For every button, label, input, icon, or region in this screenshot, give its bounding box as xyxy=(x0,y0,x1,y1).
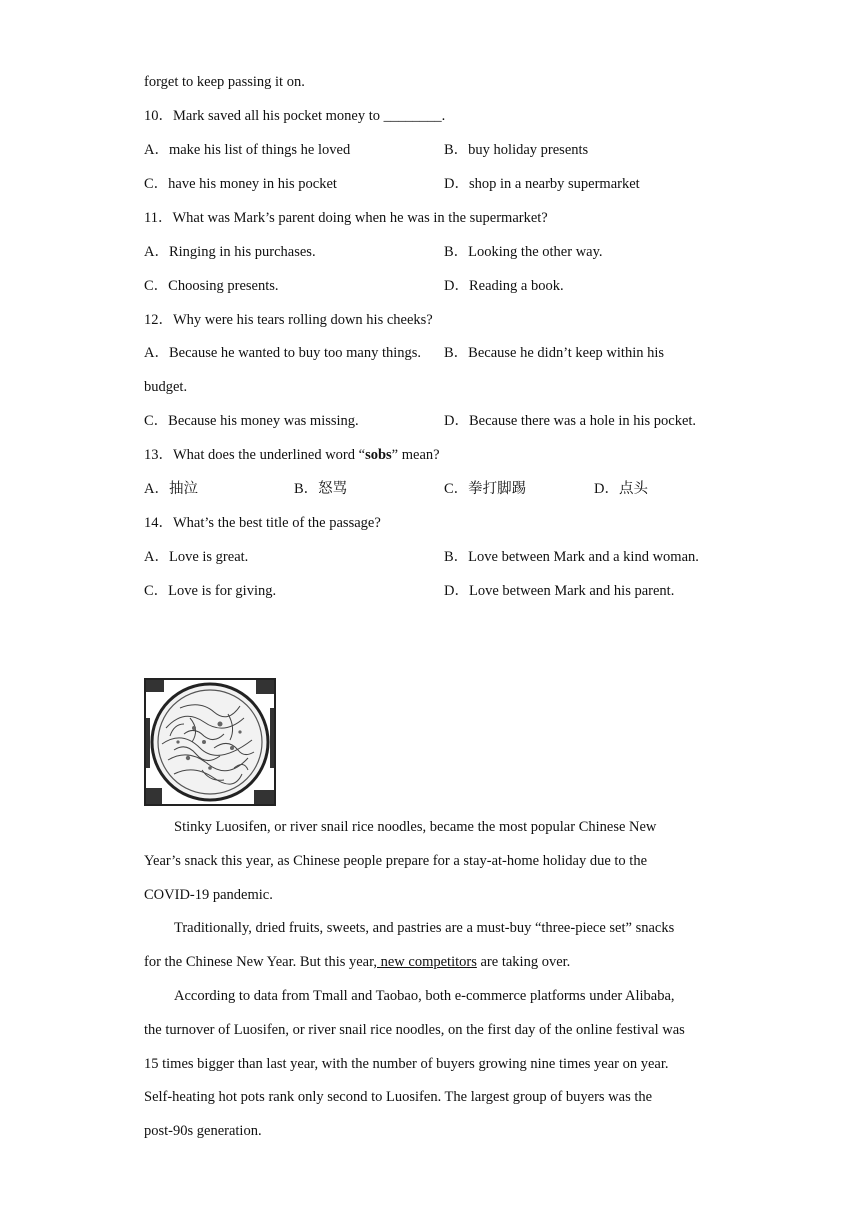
question-13-keyword: sobs xyxy=(365,447,392,463)
passage-p3-line2: the turnover of Luosifen, or river snail rice noodles, on the first day of the online festival was xyxy=(144,1022,685,1038)
question-10-option-b: B．buy holiday presents xyxy=(444,142,589,158)
question-13-option-b: B．怒骂 xyxy=(294,481,348,497)
passage-p2-line2-post: are taking over. xyxy=(476,954,571,970)
question-14-option-c: C．Love is for giving. xyxy=(144,583,277,599)
question-10-stem: 10．Mark saved all his pocket money to ________. xyxy=(144,108,446,124)
question-14-option-a: A．Love is great. xyxy=(144,549,249,565)
question-12-option-b: B．Because he didn’t keep within his xyxy=(444,345,665,361)
underlined-phrase: new competitors xyxy=(377,954,477,970)
question-10-option-c: C．have his money in his pocket xyxy=(144,176,337,192)
passage-p3-line3: 15 times bigger than last year, with the number of buyers growing nine times year on year. xyxy=(144,1056,669,1072)
passage-p1-line1: Stinky Luosifen, or river snail rice noodles, became the most popular Chinese New xyxy=(174,819,657,835)
question-11-option-b: B．Looking the other way. xyxy=(444,244,603,260)
passage-p2-line2 xyxy=(144,952,570,972)
question-10-option-d: D．shop in a nearby supermarket xyxy=(444,176,640,192)
question-13-option-d: D．点头 xyxy=(594,481,648,497)
question-12-option-d: D．Because there was a hole in his pocket. xyxy=(444,413,697,429)
question-14-stem: 14．What’s the best title of the passage? xyxy=(144,515,381,531)
question-13-stem-post: ” mean? xyxy=(391,447,440,463)
question-14-option-b: B．Love between Mark and a kind woman. xyxy=(444,549,699,565)
passage-p1-line2: Year’s snack this year, as Chinese people prepare for a stay-at-home holiday due to the xyxy=(144,853,648,869)
passage-p3-line4: Self-heating hot pots rank only second to Luosifen. The largest group of buyers was the xyxy=(144,1089,653,1105)
question-13-stem-pre: 13．What does the underlined word “ xyxy=(144,447,366,463)
question-14-option-d: D．Love between Mark and his parent. xyxy=(444,583,675,599)
question-13-option-c: C．拳打脚踢 xyxy=(444,481,527,497)
question-13-stem xyxy=(144,445,440,465)
question-12-option-c: C．Because his money was missing. xyxy=(144,413,359,429)
passage-p1-line3: COVID-19 pandemic. xyxy=(144,887,273,903)
question-11-option-a: A．Ringing in his purchases. xyxy=(144,244,316,260)
question-13-option-a: A．抽泣 xyxy=(144,481,198,497)
intro-tail: forget to keep passing it on. xyxy=(144,74,305,90)
question-11-option-c: C．Choosing presents. xyxy=(144,278,279,294)
noodle-bowl-photo-icon xyxy=(144,678,276,806)
question-12-option-b-continued: budget. xyxy=(144,379,188,395)
question-11-option-d: D．Reading a book. xyxy=(444,278,564,294)
passage-p2-line1: Traditionally, dried fruits, sweets, and pastries are a must-buy “three-piece set” snacks xyxy=(174,920,675,936)
question-12-option-a: A．Because he wanted to buy too many things. xyxy=(144,345,422,361)
question-11-stem: 11．What was Mark’s parent doing when he was in the supermarket? xyxy=(144,210,548,226)
passage-p2-line2-pre: for the Chinese New Year. But this year, xyxy=(144,954,377,970)
question-10-option-a: A．make his list of things he loved xyxy=(144,142,351,158)
passage-p3-line1: According to data from Tmall and Taobao, both e-commerce platforms under Alibaba, xyxy=(174,988,675,1004)
question-12-stem: 12．Why were his tears rolling down his cheeks? xyxy=(144,312,433,328)
passage-p3-line5: post-90s generation. xyxy=(144,1123,262,1139)
noodle-bowl-image xyxy=(144,678,276,806)
